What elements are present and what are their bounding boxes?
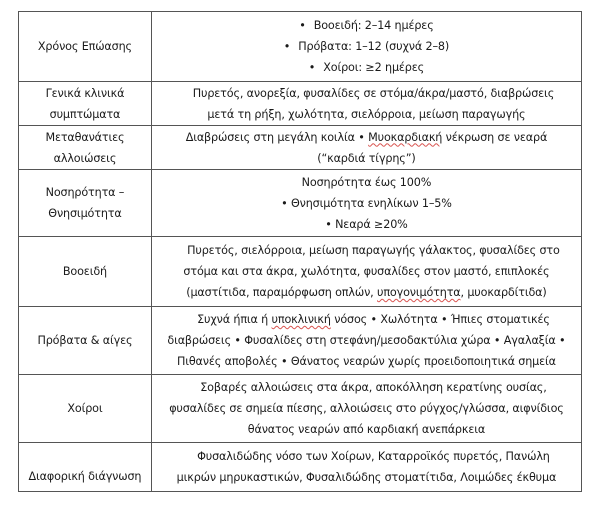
- label-text: Γενικά κλινικά: [45, 86, 125, 100]
- text-segment: νόσος • Χωλότητα • Ήπιες στοματικές: [330, 313, 550, 326]
- table-row-cattle: [19, 237, 582, 307]
- text-segment: νέκρωση σε νεαρά: [442, 130, 548, 144]
- row-label: [19, 375, 152, 443]
- content-line: Πιθανές αποβολές • Θάνατος νεαρών χωρίς προειδοποιητικά σημεία: [176, 355, 556, 368]
- content-line: [158, 309, 575, 330]
- label-text: Πρόβατα & αίγες: [37, 334, 133, 347]
- label-text: Διαφορική διάγνωση: [28, 470, 142, 483]
- text-segment: , μυοκαρδίτιδα): [460, 286, 547, 299]
- content-line: Νοσηρότητα έως 100%: [301, 175, 432, 189]
- row-label: [19, 170, 152, 237]
- table-row-incubation: [19, 12, 582, 82]
- table-row-general-symptoms: [19, 82, 582, 126]
- row-content: [151, 237, 581, 307]
- row-label: [19, 443, 152, 492]
- spellcheck-word: Μυοκαρδιακή: [368, 130, 443, 144]
- table-row-differential: [19, 443, 582, 492]
- table-row-morbidity: [19, 170, 582, 237]
- content-line: μικρών μηρυκαστικών, Φυσαλιδώδης στοματίτιδα, Λοιμώδες έκθυμα: [176, 471, 557, 484]
- row-content: [151, 82, 581, 126]
- row-label: [19, 237, 152, 307]
- bullet-item: • Πρόβατα: 1–12 (συχνά 2–8): [158, 36, 575, 57]
- spellcheck-word: υπογονιμότητα: [377, 286, 461, 299]
- row-label: [19, 307, 152, 375]
- row-label: [19, 126, 152, 170]
- bullet-item: • Βοοειδή: 2–14 ημέρες: [158, 15, 575, 36]
- text-segment: Διαβρώσεις στη μεγάλη κοιλία •: [185, 130, 369, 144]
- row-content: [151, 307, 581, 375]
- table-row-postmortem: [19, 126, 582, 170]
- row-content: [151, 443, 581, 492]
- label-text: Χοίροι: [67, 402, 103, 415]
- row-content: [151, 170, 581, 237]
- label-text: Χρόνος Επώασης: [37, 40, 132, 53]
- label-text: Θνησιμότητα: [48, 207, 122, 220]
- table-row-pigs: [19, 375, 582, 443]
- content-line: μετά τη ρήξη, χωλότητα, σιελόρροια, μείωση παραγωγής: [207, 107, 526, 121]
- content-line: [158, 282, 575, 303]
- content-line: Πυρετός, σιελόρροια, μείωση παραγωγής γάλακτος, φυσαλίδες στο: [187, 244, 560, 257]
- label-text: αλλοιώσεις: [53, 151, 117, 165]
- content-line: • Θνησιμότητα ενηλίκων 1–5%: [281, 196, 452, 210]
- content-line: θάνατος νεαρών από καρδιακή ανεπάρκεια: [247, 423, 486, 436]
- bullet-item: • Χοίροι: ≥2 ημέρες: [158, 57, 575, 78]
- label-text: Μεταθανάτιες: [45, 130, 125, 144]
- row-content: [151, 12, 581, 82]
- text-segment: Συχνά ήπια ή: [197, 313, 272, 326]
- label-text: Νοσηρότητα –: [45, 186, 125, 199]
- content-line: διαβρώσεις • Φυσαλίδες στη στεφάνη/μεσοδακτύλια χώρα • Αγαλαξία •: [167, 334, 566, 347]
- text-segment: (μαστίτιδα, παραμόρφωση οπλών,: [186, 286, 377, 299]
- row-label: [19, 82, 152, 126]
- disease-info-table: [18, 11, 582, 492]
- row-content: [151, 126, 581, 170]
- label-text: συμπτώματα: [49, 107, 121, 121]
- spellcheck-word: υποκλινική: [271, 313, 331, 326]
- content-line: [158, 127, 575, 148]
- content-line: (“καρδιά τίγρης”): [317, 151, 416, 165]
- row-label: [19, 12, 152, 82]
- row-content: [151, 375, 581, 443]
- content-line: Πυρετός, ανορεξία, φυσαλίδες σε στόμα/άκρα/μαστό, διαβρώσεις: [192, 86, 555, 100]
- content-line: Φυσαλιδώδης νόσο των Χοίρων, Καταρροϊκός πυρετός, Πανώλη: [197, 450, 550, 463]
- table-row-sheep-goats: [19, 307, 582, 375]
- label-text: Βοοειδή: [62, 265, 107, 278]
- content-line: Σοβαρές αλλοιώσεις στα άκρα, αποκόλληση κερατίνης ουσίας,: [200, 381, 547, 394]
- content-line: φυσαλίδες σε σημεία πίεσης, αλλοιώσεις στο ρύγχος/γλώσσα, αιφνίδιος: [169, 402, 564, 415]
- content-line: • Νεαρά ≥20%: [325, 217, 408, 231]
- content-line: στόμα και στα άκρα, χωλότητα, φυσαλίδες στον μαστό, επιπλοκές: [183, 265, 550, 278]
